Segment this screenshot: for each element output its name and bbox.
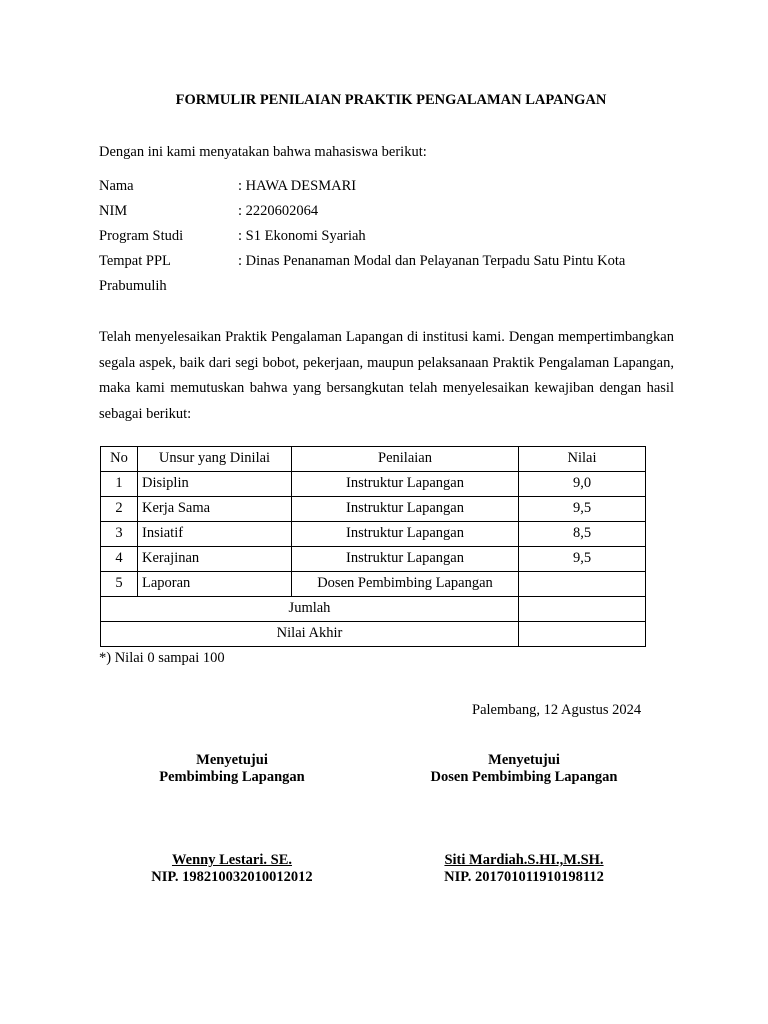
right-signer-nip: NIP. 201701011910198112 — [444, 869, 604, 885]
nama-label: Nama — [99, 178, 134, 194]
prodi-label: Program Studi — [99, 228, 184, 244]
table-row — [101, 497, 646, 522]
right-signer-name: Siti Mardiah.S.HI.,M.SH. — [444, 852, 604, 868]
score-note: *) Nilai 0 sampai 100 — [99, 650, 225, 666]
nilai-akhir-value — [519, 622, 646, 647]
header-penilaian: Penilaian — [292, 447, 519, 472]
cell-no: 1 — [101, 472, 138, 497]
cell-nilai: 9,5 — [519, 547, 646, 572]
header-unsur: Unsur yang Dinilai — [138, 447, 292, 472]
header-nilai: Nilai — [519, 447, 646, 472]
nilai-akhir-row — [101, 622, 646, 647]
right-role: Dosen Pembimbing Lapangan — [430, 769, 618, 785]
left-signer-name: Wenny Lestari. SE. — [171, 852, 293, 868]
nama-value: : HAWA DESMARI — [238, 178, 357, 194]
table-row — [101, 547, 646, 572]
cell-unsur: Laporan — [138, 572, 292, 597]
cell-no: 5 — [101, 572, 138, 597]
cell-nilai: 9,5 — [519, 497, 646, 522]
nim-value: : 2220602064 — [238, 203, 319, 219]
cell-penilaian: Dosen Pembimbing Lapangan — [292, 572, 519, 597]
jumlah-row — [101, 597, 646, 622]
left-approve-label: Menyetujui — [196, 752, 268, 768]
cell-penilaian: Instruktur Lapangan — [292, 522, 519, 547]
page-title: FORMULIR PENILAIAN PRAKTIK PENGALAMAN LAPANGAN — [175, 92, 607, 108]
table-row — [101, 572, 646, 597]
statement-paragraph: Telah menyelesaikan Praktik Pengalaman Lapangan di institusi kami. Dengan mempertimbangkan segala aspek, baik dari segi bobot, pekerjaan, maupun pelaksanaan Praktik Pengalaman Lapangan, maka kami memutuskan bahwa yang bersangkutan telah menyelesaikan kewajiban dengan hasil sebagai berikut: — [99, 329, 674, 422]
table-header-row — [101, 447, 646, 472]
cell-no: 2 — [101, 497, 138, 522]
cell-unsur: Insiatif — [138, 522, 292, 547]
right-approve-label: Menyetujui — [488, 752, 560, 768]
cell-unsur: Disiplin — [138, 472, 292, 497]
table-row — [101, 472, 646, 497]
nilai-akhir-label: Nilai Akhir — [101, 622, 519, 647]
header-no: No — [101, 447, 138, 472]
cell-unsur: Kerajinan — [138, 547, 292, 572]
left-signer-nip: NIP. 198210032010012012 — [151, 869, 313, 885]
jumlah-label: Jumlah — [101, 597, 519, 622]
cell-penilaian: Instruktur Lapangan — [292, 547, 519, 572]
intro-text: Dengan ini kami menyatakan bahwa mahasiswa berikut: — [99, 144, 427, 160]
left-role: Pembimbing Lapangan — [159, 769, 305, 785]
jumlah-value — [519, 597, 646, 622]
cell-penilaian: Instruktur Lapangan — [292, 472, 519, 497]
place-date: Palembang, 12 Agustus 2024 — [472, 702, 642, 718]
tempat-value: : Dinas Penanaman Modal dan Pelayanan Terpadu Satu Pintu Kota — [238, 253, 626, 269]
table-row — [101, 522, 646, 547]
cell-unsur: Kerja Sama — [138, 497, 292, 522]
cell-nilai: 9,0 — [519, 472, 646, 497]
cell-penilaian: Instruktur Lapangan — [292, 497, 519, 522]
tempat-label: Tempat PPL — [99, 253, 171, 269]
cell-no: 3 — [101, 522, 138, 547]
tempat-value-continued: Prabumulih — [99, 278, 167, 294]
score-table — [100, 446, 646, 647]
cell-nilai — [519, 572, 646, 597]
cell-nilai: 8,5 — [519, 522, 646, 547]
nim-label: NIM — [99, 203, 128, 219]
prodi-value: : S1 Ekonomi Syariah — [238, 228, 366, 244]
cell-no: 4 — [101, 547, 138, 572]
